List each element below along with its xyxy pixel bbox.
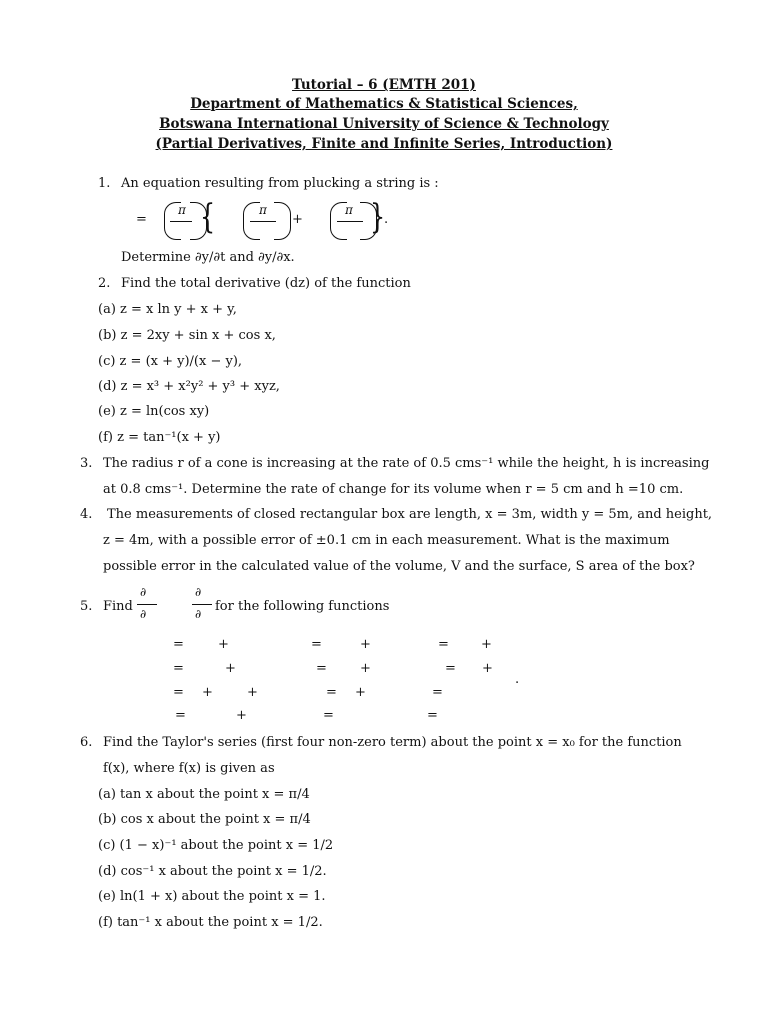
q5-eq: = — [323, 708, 334, 723]
title-line-2: Department of Mathematics & Statistical Sciences, — [190, 96, 578, 112]
q4-line-1: The measurements of closed rectangular box are length, x = 3m, width y = 5m, and height, — [107, 507, 713, 522]
q5-find: Find — [103, 599, 133, 614]
q5-plus: + — [482, 661, 493, 676]
q5-eq: = — [173, 637, 184, 652]
q5-eq: = — [173, 685, 184, 700]
q5-plus: + — [355, 685, 366, 700]
q5-eq: = — [326, 685, 337, 700]
q5-plus: + — [360, 661, 371, 676]
q1-frac-line-1 — [170, 221, 192, 222]
q2-item-b: (b) z = 2xy + sin x + cos x, — [98, 328, 276, 343]
q5-eq: = — [438, 637, 449, 652]
title-line-3: Botswana International University of Science & Technology — [159, 116, 609, 132]
q5-dot: . — [515, 672, 520, 687]
q6-item-d: (d) cos⁻¹ x about the point x = 1/2. — [98, 864, 327, 879]
q6-line-1: Find the Taylor's series (first four non-zero term) about the point x = x₀ for the function — [103, 735, 682, 750]
q2-item-e: (e) z = ln(cos xy) — [98, 404, 210, 419]
q6-item-c: (c) (1 − x)⁻¹ about the point x = 1/2 — [98, 838, 334, 853]
q6-item-f: (f) tan⁻¹ x about the point x = 1/2. — [98, 915, 323, 930]
q5-eq: = — [173, 661, 184, 676]
q5-plus: + — [236, 708, 247, 723]
title-line-1: Tutorial – 6 (EMTH 201) — [292, 77, 476, 93]
q1-determine: Determine ∂y/∂t and ∂y/∂x. — [121, 250, 295, 265]
q1-pi-1: π — [178, 203, 186, 217]
q2-text: Find the total derivative (dz) of the function — [121, 276, 411, 291]
q5-partial-den-1: ∂ — [140, 607, 147, 621]
q1-number: 1. — [98, 176, 111, 191]
q3-number: 3. — [80, 456, 93, 471]
q5-plus: + — [218, 637, 229, 652]
q5-eq: = — [316, 661, 327, 676]
q5-plus: + — [225, 661, 236, 676]
q2-item-a: (a) z = x ln y + x + y, — [98, 302, 237, 317]
q5-eq: = — [427, 708, 438, 723]
q1-end: . — [384, 212, 389, 227]
q1-pi-2: π — [259, 203, 267, 217]
q6-item-a: (a) tan x about the point x = π/4 — [98, 787, 310, 802]
q5-eq: = — [445, 661, 456, 676]
q5-frac-line-2 — [192, 604, 212, 605]
q2-item-d: (d) z = x³ + x²y² + y³ + xyz, — [98, 379, 280, 394]
q5-partial-den-2: ∂ — [195, 607, 202, 621]
q6-number: 6. — [80, 735, 93, 750]
q1-frac-line-2 — [250, 221, 276, 222]
q2-item-f: (f) z = tan⁻¹(x + y) — [98, 430, 221, 445]
q1-brace-open: { — [200, 197, 216, 237]
q5-eq: = — [175, 708, 186, 723]
q5-plus: + — [247, 685, 258, 700]
q3-line-2: at 0.8 cms⁻¹. Determine the rate of change for its volume when r = 5 cm and h =10 cm. — [103, 482, 684, 497]
q5-eq: = — [432, 685, 443, 700]
q1-text: An equation resulting from plucking a string is : — [121, 176, 439, 191]
q2-item-c: (c) z = (x + y)/(x − y), — [98, 354, 243, 369]
q2-number: 2. — [98, 276, 111, 291]
q6-item-b: (b) cos x about the point x = π/4 — [98, 812, 311, 827]
q5-frac-line-1 — [137, 604, 157, 605]
q6-line-2: f(x), where f(x) is given as — [103, 761, 275, 776]
q1-equals: = — [136, 212, 147, 227]
q5-eq: = — [311, 637, 322, 652]
q5-partial-num-2: ∂ — [195, 585, 202, 599]
q5-partial-num-1: ∂ — [140, 585, 147, 599]
q4-line-2: z = 4m, with a possible error of ±0.1 cm in each measurement. What is the maximum — [103, 533, 670, 548]
q1-paren-close-2 — [274, 202, 291, 240]
q5-number: 5. — [80, 599, 93, 614]
q1-brace-close: } — [370, 197, 386, 237]
q4-number: 4. — [80, 507, 93, 522]
q5-plus: + — [202, 685, 213, 700]
q1-pi-3: π — [345, 203, 353, 217]
q5-plus: + — [481, 637, 492, 652]
q3-line-1: The radius r of a cone is increasing at the rate of 0.5 cms⁻¹ while the height, h is increasing — [103, 456, 710, 471]
q1-plus: + — [292, 212, 303, 227]
q6-item-e: (e) ln(1 + x) about the point x = 1. — [98, 889, 326, 904]
title-line-4: (Partial Derivatives, Finite and Infinite Series, Introduction) — [155, 136, 613, 152]
q4-line-3: possible error in the calculated value of the volume, V and the surface, S area of the box? — [103, 559, 695, 574]
q5-plus: + — [360, 637, 371, 652]
q5-text: for the following functions — [215, 599, 390, 614]
